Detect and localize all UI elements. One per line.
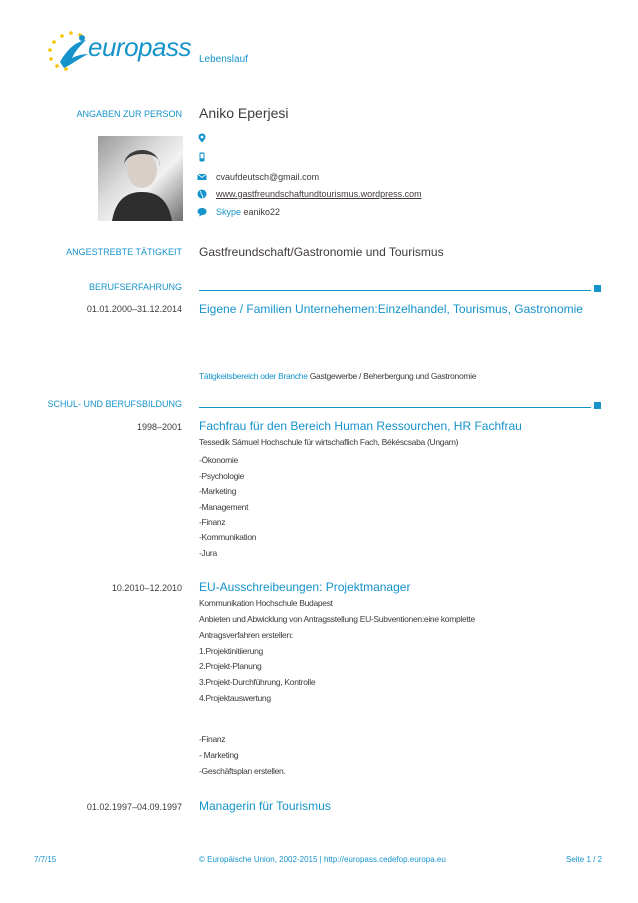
section-label-desired: ANGESTREBTE TÄTIGKEIT bbox=[66, 247, 182, 257]
section-label-experience: BERUFSERFAHRUNG bbox=[88, 282, 182, 292]
education-line: Kommunikation Hochschule Budapest bbox=[199, 598, 333, 608]
globe-icon bbox=[197, 189, 207, 199]
location-pin-icon bbox=[197, 133, 207, 143]
education-line: 1.Projektinitiierung bbox=[199, 646, 263, 656]
education-line: -Finanz bbox=[199, 517, 226, 527]
education-title: Fachfrau für den Bereich Human Ressourchen, HR Fachfrau bbox=[199, 419, 522, 433]
education-line: 3.Projekt-Durchführung, Kontrolle bbox=[199, 677, 316, 687]
education-line: -Finanz bbox=[199, 734, 226, 744]
education-date: 1998–2001 bbox=[136, 422, 182, 432]
section-divider bbox=[199, 407, 591, 408]
experience-title: Eigene / Familien Unternehemen:Einzelhandel, Tourismus, Gastronomie bbox=[199, 302, 583, 316]
website-link[interactable]: www.gastfreundschaftundtourismus.wordpress.com bbox=[216, 189, 422, 199]
section-divider bbox=[199, 290, 591, 291]
education-line: -Management bbox=[199, 502, 249, 512]
education-line: Anbieten und Abwicklung von Antragsstellung EU-Subventionen:eine komplette bbox=[199, 614, 475, 624]
email-link[interactable]: cvaufdeutsch@gmail.com bbox=[216, 172, 320, 182]
portrait-silhouette-icon bbox=[98, 136, 183, 221]
education-line: 4.Projektauswertung bbox=[199, 693, 271, 703]
education-line: - Marketing bbox=[199, 750, 239, 760]
education-title: EU-Ausschreibeungen: Projektmanager bbox=[199, 580, 411, 594]
footer-date: 7/7/15 bbox=[34, 855, 57, 864]
skype-label: Skype bbox=[216, 207, 242, 217]
education-line: Antragsverfahren erstellen: bbox=[199, 630, 293, 640]
education-line: Tessedik Sámuel Hochschule für wirtschaflich Fach, Békéscsaba (Ungarn) bbox=[199, 437, 459, 447]
sector-value: Gastgewerbe / Beherbergung und Gastronomie bbox=[309, 371, 477, 381]
education-date: 01.02.1997–04.09.1997 bbox=[86, 802, 182, 812]
footer-copyright: © Europäische Union, 2002-2015 | http://europass.cedefop.europa.eu bbox=[199, 855, 446, 864]
skype-contact bbox=[216, 207, 280, 217]
section-marker bbox=[594, 402, 601, 409]
person-name: Aniko Eperjesi bbox=[199, 105, 289, 121]
education-line: 2.Projekt-Planung bbox=[199, 661, 262, 671]
sector-label: Tätigkeitsbereich oder Branche bbox=[199, 371, 308, 381]
education-line: -Marketing bbox=[199, 486, 237, 496]
education-line: -Psychologie bbox=[199, 471, 245, 481]
skype-id: eaniko22 bbox=[243, 207, 281, 217]
section-label-personal: ANGABEN ZUR PERSON bbox=[76, 109, 182, 119]
experience-date: 01.01.2000–31.12.2014 bbox=[86, 304, 182, 314]
europass-logo bbox=[42, 28, 190, 76]
education-date: 10.2010–12.2010 bbox=[111, 583, 182, 593]
envelope-icon bbox=[197, 172, 207, 182]
education-line: -Jura bbox=[199, 548, 217, 558]
logo-wordmark: europass bbox=[88, 32, 191, 62]
section-label-education: SCHUL- UND BERUFSBILDUNG bbox=[47, 399, 182, 409]
footer-page-number: Seite 1 / 2 bbox=[566, 855, 603, 864]
experience-sector bbox=[199, 371, 476, 381]
speech-bubble-icon bbox=[197, 207, 207, 217]
mobile-phone-icon bbox=[197, 152, 207, 162]
section-marker bbox=[594, 285, 601, 292]
document-title: Lebenslauf bbox=[199, 54, 248, 65]
education-line: -Geschäftsplan erstellen. bbox=[199, 766, 286, 776]
education-line: -Ökonomie bbox=[199, 455, 238, 465]
profile-photo bbox=[98, 136, 183, 221]
education-title: Managerin für Tourismus bbox=[199, 799, 331, 813]
education-line: -Kommunikation bbox=[199, 532, 257, 542]
desired-job: Gastfreundschaft/Gastronomie und Tourismus bbox=[199, 245, 444, 259]
